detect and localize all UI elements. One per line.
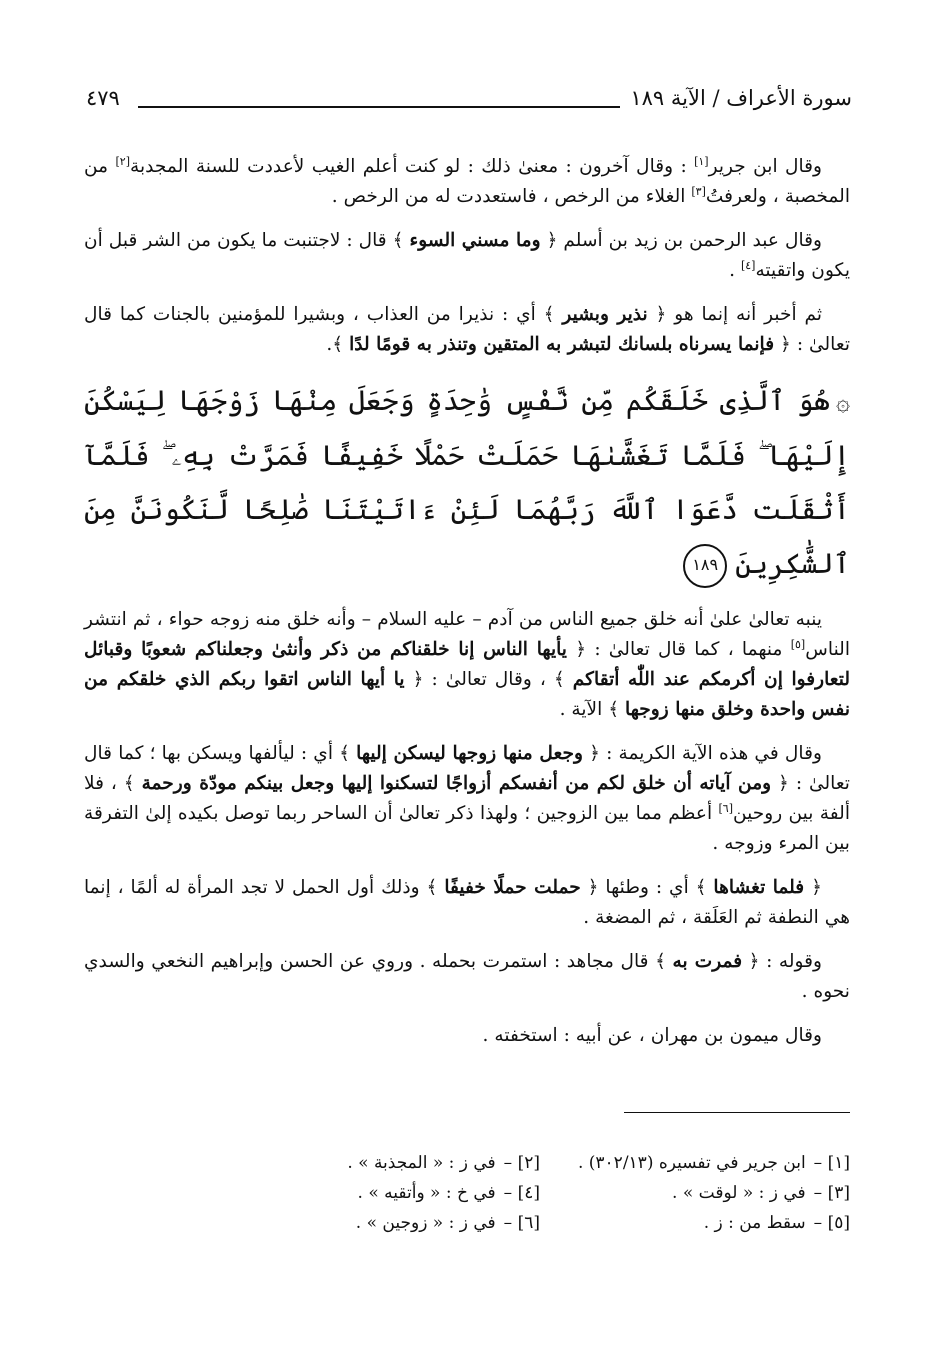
footnote-text: سقط من : ز . <box>703 1213 806 1233</box>
quote-bracket: ﴿ <box>655 304 667 325</box>
footnote-mark: [٣] – <box>813 1183 850 1203</box>
text-run: أعظم مما بين الزوجين ؛ ولهذا ذكر تعالىٰ أن الساحر ربما توصل بكيده إلىٰ التفرقة بين المرء وزوجه . <box>84 803 850 854</box>
footnote-text: في ز : « المجذبة » . <box>347 1153 496 1173</box>
text-run: وقال ابن جرير <box>708 156 822 177</box>
text-run: . <box>729 260 741 281</box>
quote-bracket: ﴿ <box>546 230 558 251</box>
text-run: الغلاء من الرخص ، فاستعددت له من الرخص . <box>331 186 692 207</box>
quran-quote: فمرت به <box>672 951 743 972</box>
paragraph-6 <box>84 873 850 933</box>
footnote-mark: [١] – <box>813 1153 850 1173</box>
quote-bracket: ﴿ <box>587 877 599 898</box>
footnote-ref[interactable]: [٤] <box>740 258 756 272</box>
page-header <box>86 86 852 120</box>
quran-quote: ومن آياته أن خلق لكم من أنفسكم أزواجًا لتسكنوا إليها وجعل بينكم مودّة ورحمة <box>141 773 772 794</box>
text-run: منهما ، كما قال تعالىٰ : <box>586 639 791 660</box>
footnote-row <box>230 1208 850 1238</box>
quran-quote: فإنما يسرناه بلسانك لتبشر به المتقين وتنذر به قومًا لدًا <box>349 334 775 355</box>
footnote-text: في ز : « لوقت » . <box>672 1183 806 1203</box>
quote-bracket: ﴾ <box>695 877 707 898</box>
quran-quote: وما مسني السوء <box>409 230 541 251</box>
footnotes <box>230 1148 850 1238</box>
text-run: قال مجاهد : استمرت بحمله . وروي عن الحسن وإبراهيم النخعي والسدي نحوه . <box>84 951 850 1002</box>
quote-bracket: ﴾ <box>123 773 135 794</box>
text-run: وقال في هذه الآية الكريمة : <box>600 743 822 764</box>
running-title: سورة الأعراف / الآية ١٨٩ <box>630 86 852 110</box>
quran-quote: حملت حملًا خفيفًا <box>444 877 581 898</box>
quote-bracket: ﴾ <box>332 334 344 355</box>
text-run: وقال ميمون بن مهران ، عن أبيه : استخفته . <box>482 1025 822 1046</box>
text-run: وذلك أول الحمل لا تجد المرأة له ألمًا ، إنما هي النطفة ثم العَلَقة ، ثم المضغة . <box>84 877 850 928</box>
quran-quote: يا أيها الناس اتقوا ربكم الذي خلقكم من نفس واحدة وخلق منها زوجها <box>84 669 850 720</box>
footnote-text: ابن جرير في تفسيره (٣٠٢/١٣) . <box>577 1153 806 1173</box>
text-run: ثم أخبر أنه إنما هو <box>666 304 822 325</box>
text-run: ، فلا ألفة بين روحين <box>84 773 850 824</box>
quote-bracket: ﴾ <box>543 304 555 325</box>
text-run: أي : ليألفها ويسكن بها ؛ كما قال تعالىٰ : <box>84 743 850 794</box>
paragraph-2 <box>84 226 850 286</box>
footnote-mark: [٦] – <box>503 1213 540 1233</box>
text-run: . <box>326 334 333 355</box>
quote-bracket: ﴿ <box>811 877 822 898</box>
paragraph-5 <box>84 739 850 859</box>
footnote-5 <box>540 1208 850 1238</box>
footnote-1 <box>540 1148 850 1178</box>
quote-bracket: ﴿ <box>748 951 760 972</box>
quote-bracket: ﴾ <box>553 669 565 690</box>
page-number: ٤٧٩ <box>86 86 120 110</box>
quote-bracket: ﴾ <box>608 699 620 720</box>
quran-verse <box>84 374 850 591</box>
text-run: وقال عبد الرحمن بن زيد بن أسلم <box>557 230 823 251</box>
quran-quote: وجعل منها زوجها ليسكن إليها <box>356 743 583 764</box>
footnote-row <box>230 1148 850 1178</box>
text-run: الآية . <box>559 699 609 720</box>
paragraph-3 <box>84 300 850 360</box>
quote-bracket: ﴿ <box>778 773 789 794</box>
quran-quote: نذير وبشير <box>562 304 648 325</box>
footnote-text: في ز : « زوجين » . <box>355 1213 496 1233</box>
verse-number-medallion: ١٨٩ <box>683 544 727 588</box>
quote-bracket: ﴿ <box>412 669 424 690</box>
paragraph-4 <box>84 605 850 725</box>
header-rule <box>138 106 620 108</box>
footnote-ref[interactable]: [٥] <box>790 637 806 651</box>
paragraph-1 <box>84 152 850 212</box>
text-run: من المخصبة ، ولعرفتُ <box>84 156 850 207</box>
footnote-mark: [٤] – <box>503 1183 540 1203</box>
footnote-separator <box>624 1112 850 1113</box>
quote-bracket: ﴾ <box>426 877 438 898</box>
footnote-ref[interactable]: [٣] <box>691 184 706 198</box>
text-run: : وقال آخرون : معنىٰ ذلك : لو كنت أعلم الغيب لأعددت للسنة المجدبة <box>129 156 695 177</box>
text-run: وقوله : <box>759 951 822 972</box>
footnote-6 <box>230 1208 540 1238</box>
quote-bracket: ﴿ <box>780 334 791 355</box>
quote-bracket: ﴿ <box>575 639 587 660</box>
footnote-row <box>230 1178 850 1208</box>
verse-text: هُوَ ٱلَّذِى خَلَقَكُم مِّن نَّفْسٍ وَٰحِدَةٍ وَجَعَلَ مِنْهَا زَوْجَهَا لِيَسْكُنَ إِلَيْهَا ۖ فَلَمَّا تَغَشَّىٰهَا حَمَلَتْ حَمْلًا خَفِيفًا فَمَرَّتْ بِهِۦ ۖ فَلَمَّآ أَثْقَلَت دَّعَوَا ٱللَّهَ رَبَّهُمَا لَئِنْ ءَاتَيْتَنَا صَٰلِحًا لَّنَكُونَنَّ مِنَ ٱلشَّٰكِرِينَ <box>84 384 850 580</box>
paragraph-7 <box>84 947 850 1007</box>
footnote-2 <box>230 1148 540 1178</box>
text-run: أي : نذيرا من العذاب ، وبشيرا للمؤمنين بالجنات كما قال تعالىٰ : <box>84 304 850 355</box>
page-body <box>84 152 850 1065</box>
footnote-ref[interactable]: [٢] <box>115 154 130 168</box>
quote-bracket: ﴿ <box>589 743 600 764</box>
rub-el-hizb-icon: ۞ <box>835 388 850 416</box>
paragraph-8 <box>84 1021 850 1051</box>
text-run: أي : وطئها <box>598 877 696 898</box>
quote-bracket: ﴾ <box>392 230 404 251</box>
footnote-3 <box>540 1178 850 1208</box>
footnote-4 <box>230 1178 540 1208</box>
quran-quote: يأيها الناس إنا خلقناكم من ذكر وأنثىٰ وجعلناكم شعوبًا وقبائل لتعارفوا إن أكرمكم عند اللّٰه أتقاكم <box>84 639 850 690</box>
footnote-text: في خ : « وأتقيه » . <box>357 1183 496 1203</box>
footnote-mark: [٢] – <box>503 1153 540 1173</box>
footnote-ref[interactable]: [٦] <box>718 801 733 815</box>
text-run: قال : لاجتنبت ما يكون من الشر قبل أن يكون واتقيته <box>84 230 850 281</box>
text-run: ينبه تعالىٰ علىٰ أنه خلق جميع الناس من آدم – عليه السلام – وأنه خلق منه زوجه حواء ، ثم انتشر الناس <box>84 609 851 660</box>
footnote-ref[interactable]: [١] <box>694 154 709 168</box>
footnote-mark: [٥] – <box>813 1213 850 1233</box>
text-run: ، وقال تعالىٰ : <box>423 669 554 690</box>
quran-quote: فلما تغشاها <box>713 877 805 898</box>
quote-bracket: ﴾ <box>655 951 666 972</box>
quote-bracket: ﴾ <box>339 743 351 764</box>
